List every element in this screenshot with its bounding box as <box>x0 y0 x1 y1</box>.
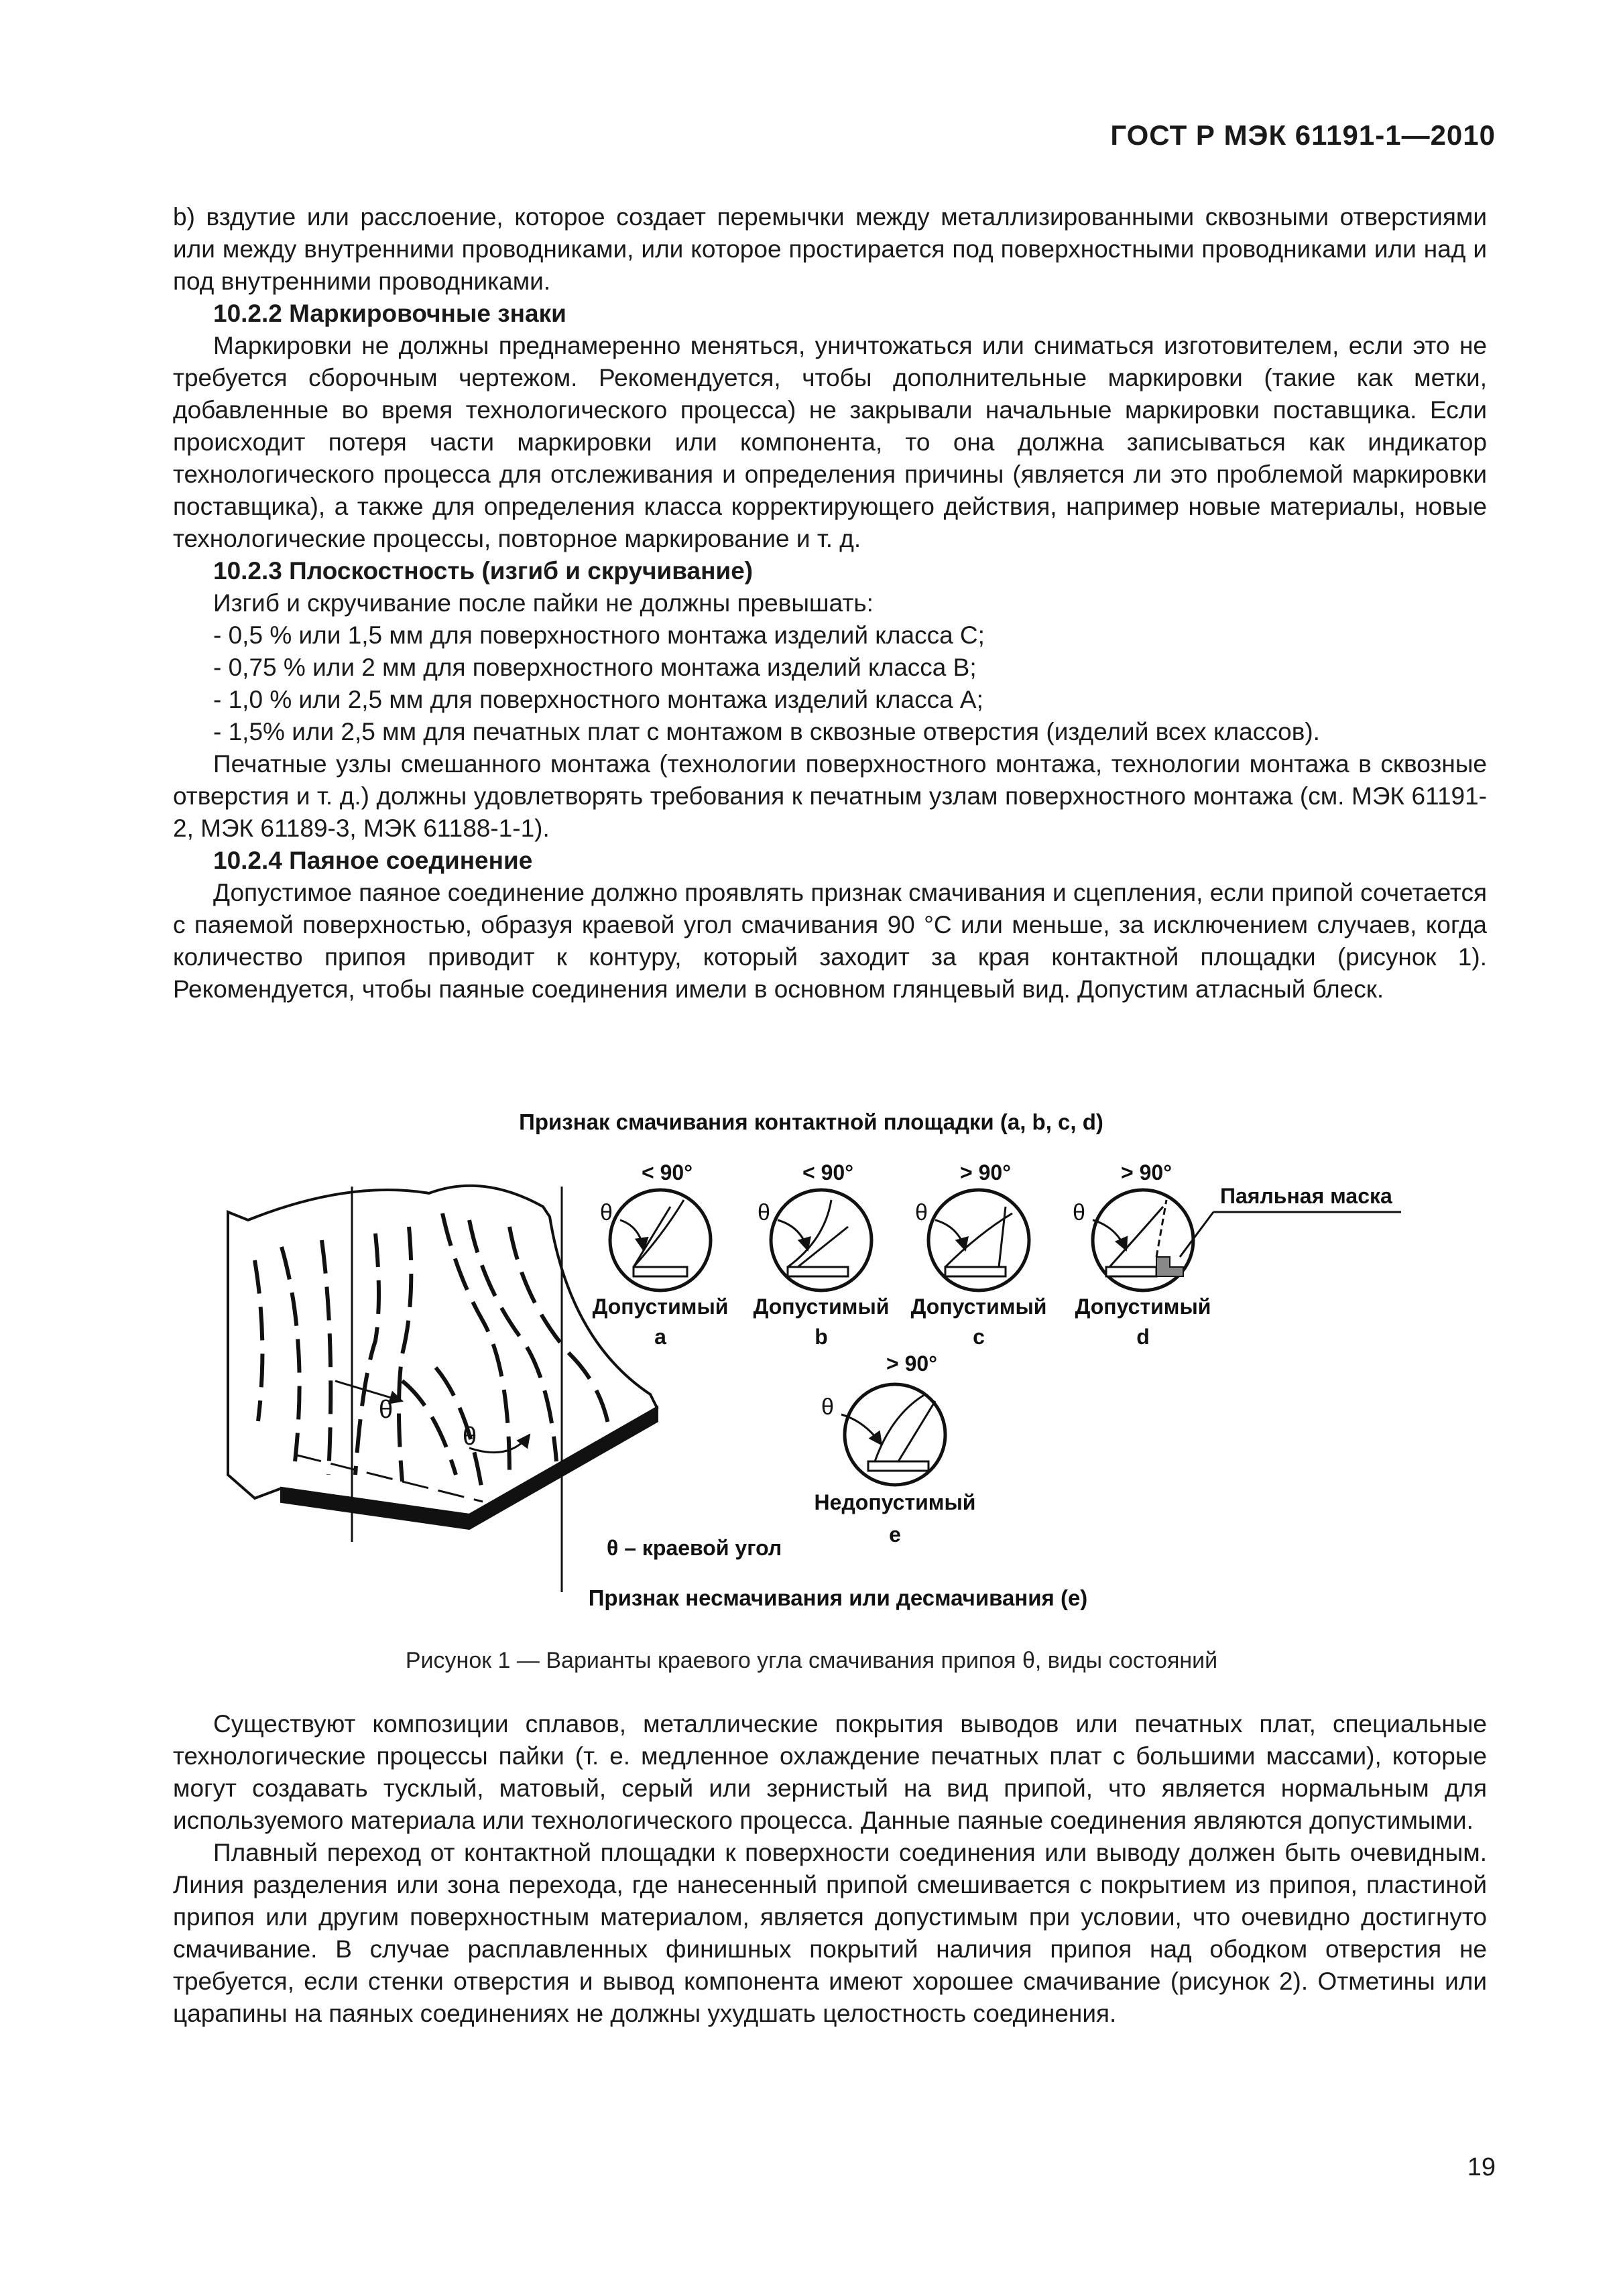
paragraph: Плавный переход от контактной площадки к поверхности соединения или выводу должен быть очевидным. Линия разделения или зона перехода, где нанесенный припой смешивается с покрытием из припоя, пластиной припоя или другим поверхностным материалом, является допустимым при условии, что очевидно достигнуто смачивание. В случае расплавленных финишных покрытий наличия припоя над ободком отверстия не требуется, если стенки отверстия и вывод компонента имеют хорошее смачивание (рисунок 2). Отметины или царапины на паяных соединениях не должны ухудшать целостность соединения. <box>173 1839 1487 2027</box>
svg-text:< 90°: < 90° <box>642 1160 693 1185</box>
svg-text:Недопустимый: Недопустимый <box>814 1490 976 1514</box>
svg-text:> 90°: > 90° <box>886 1351 937 1376</box>
paragraph: b) вздутие или расслоение, которое создает перемычки между металлизированными сквозными отверстиями или между внутренними проводниками, или которое простирается под поверхностными проводниками или над и под внутренними проводниками. <box>173 203 1487 295</box>
svg-text:b: b <box>815 1325 828 1349</box>
wetting-circle-e <box>815 1351 976 1547</box>
svg-text:e: e <box>889 1522 901 1547</box>
list-item: - 0,75 % или 2 мм для поверхностного монтажа изделий класса В; <box>213 654 977 681</box>
list-item: - 1,5% или 2,5 мм для печатных плат с монтажом в сквозные отверстия (изделий всех классов). <box>213 718 1320 745</box>
paragraph: Печатные узлы смешанного монтажа (технологии поверхностного монтажа, технологии монтажа в сквозные отверстия и т. д.) должны удовлетворять требования к печатным узлам поверхностного монтажа (см. МЭК 61191-2, МЭК 61189-3, МЭК 61188-1-1). <box>173 750 1487 842</box>
theta-legend: θ – краевой угол <box>607 1536 782 1560</box>
svg-text:Допустимый: Допустимый <box>910 1294 1047 1319</box>
list-item: - 1,0 % или 2,5 мм для поверхностного монтажа изделий класса А; <box>213 686 983 713</box>
svg-text:> 90°: > 90° <box>1121 1160 1172 1185</box>
svg-text:c: c <box>973 1325 985 1349</box>
theta-symbol: θ <box>379 1396 394 1424</box>
svg-text:a: a <box>654 1325 666 1349</box>
svg-text:θ: θ <box>821 1394 834 1420</box>
paragraph: Допустимое паяное соединение должно проявлять признак смачивания и сцепления, если припой сочетается с паяемой поверхностью, образуя краевой угол смачивания 90 °С или меньше, за исключением случаев, когда количество припоя приводит к контуру, который заходит за края контактной площадки (рисунок 1). Рекомендуется, чтобы паяные соединения имели в основном глянцевый вид. Допустим атласный блеск. <box>173 879 1487 1003</box>
figure-drawing <box>0 1099 1623 1636</box>
paragraph: Изгиб и скручивание после пайки не должны превышать: <box>213 589 874 617</box>
svg-text:> 90°: > 90° <box>960 1160 1011 1185</box>
svg-text:d: d <box>1136 1325 1150 1349</box>
svg-text:Допустимый: Допустимый <box>592 1294 729 1319</box>
paragraph: Существуют композиции сплавов, металлические покрытия выводов или печатных плат, специальные технологические процессы пайки (т. е. медленное охлаждение печатных плат с большими массами), которые могут создавать тусклый, матовый, серый или зернистый на вид припой, что является нормальным для используемого материала или технологического процесса. Данные паяные соединения являются допустимыми. <box>173 1710 1487 1834</box>
wetting-circle-c <box>911 1160 1047 1349</box>
board-drawing <box>228 1186 657 1592</box>
svg-text:< 90°: < 90° <box>802 1160 853 1185</box>
wetting-circle-a <box>593 1160 729 1349</box>
svg-text:θ: θ <box>915 1200 928 1225</box>
svg-text:Допустимый: Допустимый <box>1075 1294 1211 1319</box>
section-heading: 10.2.4 Паяное соединение <box>213 847 533 874</box>
list-item: - 0,5 % или 1,5 мм для поверхностного монтажа изделий класса С; <box>213 621 985 649</box>
page-number: 19 <box>1467 2153 1496 2181</box>
theta-symbol: θ <box>463 1423 477 1451</box>
bottom-text-block <box>173 1708 1487 2030</box>
svg-text:Допустимый: Допустимый <box>753 1294 890 1319</box>
document-header: ГОСТ Р МЭК 61191-1—2010 <box>1110 119 1496 151</box>
solder-mask-label: Паяльная маска <box>1220 1184 1392 1208</box>
wetting-circle-b <box>754 1160 890 1349</box>
section-heading: 10.2.3 Плоскостность (изгиб и скручивание) <box>213 557 754 585</box>
svg-text:θ: θ <box>1073 1200 1085 1225</box>
figure-title-bottom: Признак несмачивания или десмачивания (e) <box>588 1585 1088 1610</box>
section-heading: 10.2.2 Маркировочные знаки <box>213 300 566 327</box>
wetting-circle-d <box>1073 1160 1401 1349</box>
figure-title-top: Признак смачивания контактной площадки (a, b, c, d) <box>519 1109 1103 1134</box>
figure-caption: Рисунок 1 — Варианты краевого угла смачивания припоя θ, виды состояний <box>405 1648 1218 1673</box>
svg-text:θ: θ <box>758 1200 770 1225</box>
top-text-block <box>173 201 1487 1006</box>
paragraph: Маркировки не должны преднамеренно меняться, уничтожаться или сниматься изготовителем, если это не требуется сборочным чертежом. Рекомендуется, чтобы дополнительные маркировки (такие как метки, добавленные во время технологического процесса) не закрывали начальные маркировки поставщика. Если происходит потеря части маркировки или компонента, то она должна записываться как индикатор технологического процесса для отслеживания и определения причины (является ли это проблемой маркировки поставщика), а также для определения класса корректирующего действия, например новые материалы, новые технологические процессы, повторное маркирование и т. д. <box>173 332 1487 552</box>
figure-1 <box>0 1099 1623 1636</box>
svg-text:θ: θ <box>600 1200 613 1225</box>
